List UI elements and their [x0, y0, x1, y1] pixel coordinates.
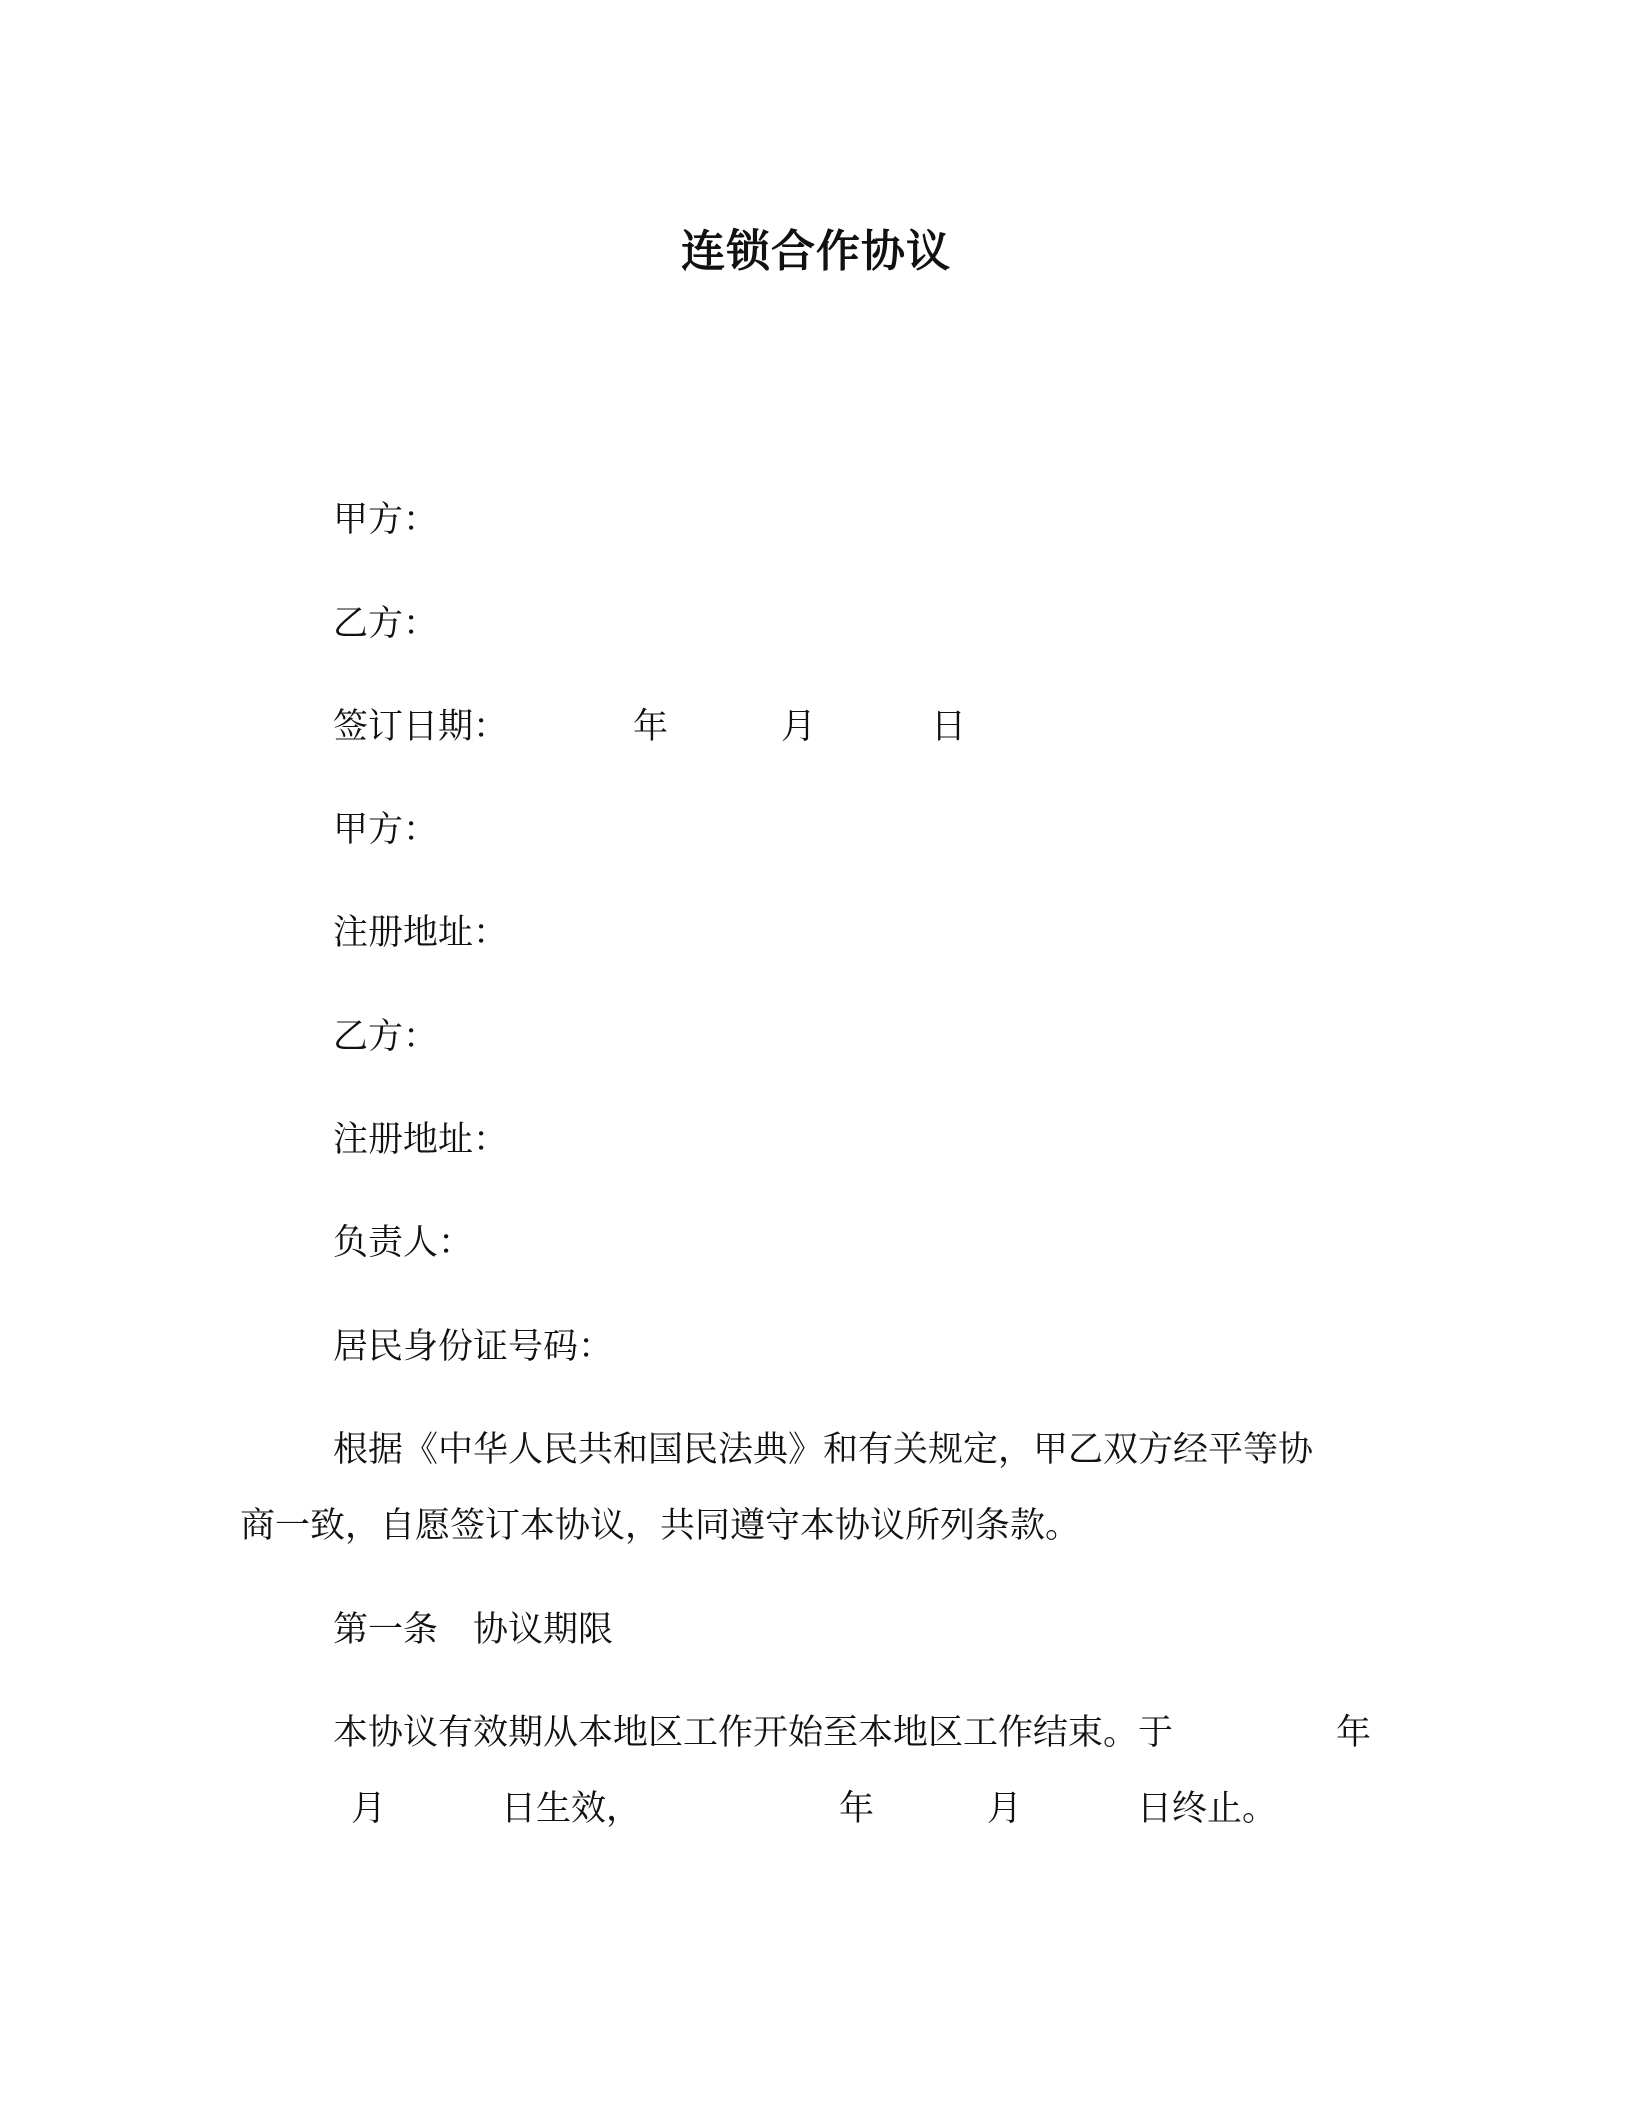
party-a-line: 甲方： [333, 500, 439, 540]
party-a-address-line: 注册地址： [333, 913, 509, 953]
sign-date-month: 月 [781, 707, 817, 747]
article-1-start-month: 月 [351, 1789, 387, 1829]
article-1-start-year: 年 [1336, 1713, 1372, 1753]
article-1-effective: 日生效， [501, 1789, 642, 1829]
article-1-end: 日终止。 [1137, 1789, 1278, 1829]
id-number-line: 居民身份证号码： [333, 1327, 614, 1367]
preamble-line-1: 根据《中华人民共和国民法典》和有关规定，甲乙双方经平等协 [333, 1430, 1314, 1470]
document-title: 连锁合作协议 [681, 226, 951, 277]
article-1-end-year: 年 [839, 1789, 875, 1829]
party-b-line: 乙方： [333, 604, 439, 644]
responsible-person-line: 负责人： [333, 1223, 474, 1263]
party-a-name-line: 甲方： [333, 810, 439, 850]
sign-date-label: 签订日期： [333, 707, 509, 747]
article-1-heading: 第一条 协议期限 [333, 1610, 614, 1650]
party-b-address-line: 注册地址： [333, 1120, 509, 1160]
article-1-text: 本协议有效期从本地区工作开始至本地区工作结束。于 [333, 1713, 1174, 1753]
preamble-line-2: 商一致，自愿签订本协议，共同遵守本协议所列条款。 [240, 1506, 1081, 1546]
party-b-name-line: 乙方： [333, 1017, 439, 1057]
sign-date-year: 年 [633, 707, 669, 747]
sign-date-day: 日 [931, 707, 967, 747]
article-1-end-month: 月 [987, 1789, 1023, 1829]
